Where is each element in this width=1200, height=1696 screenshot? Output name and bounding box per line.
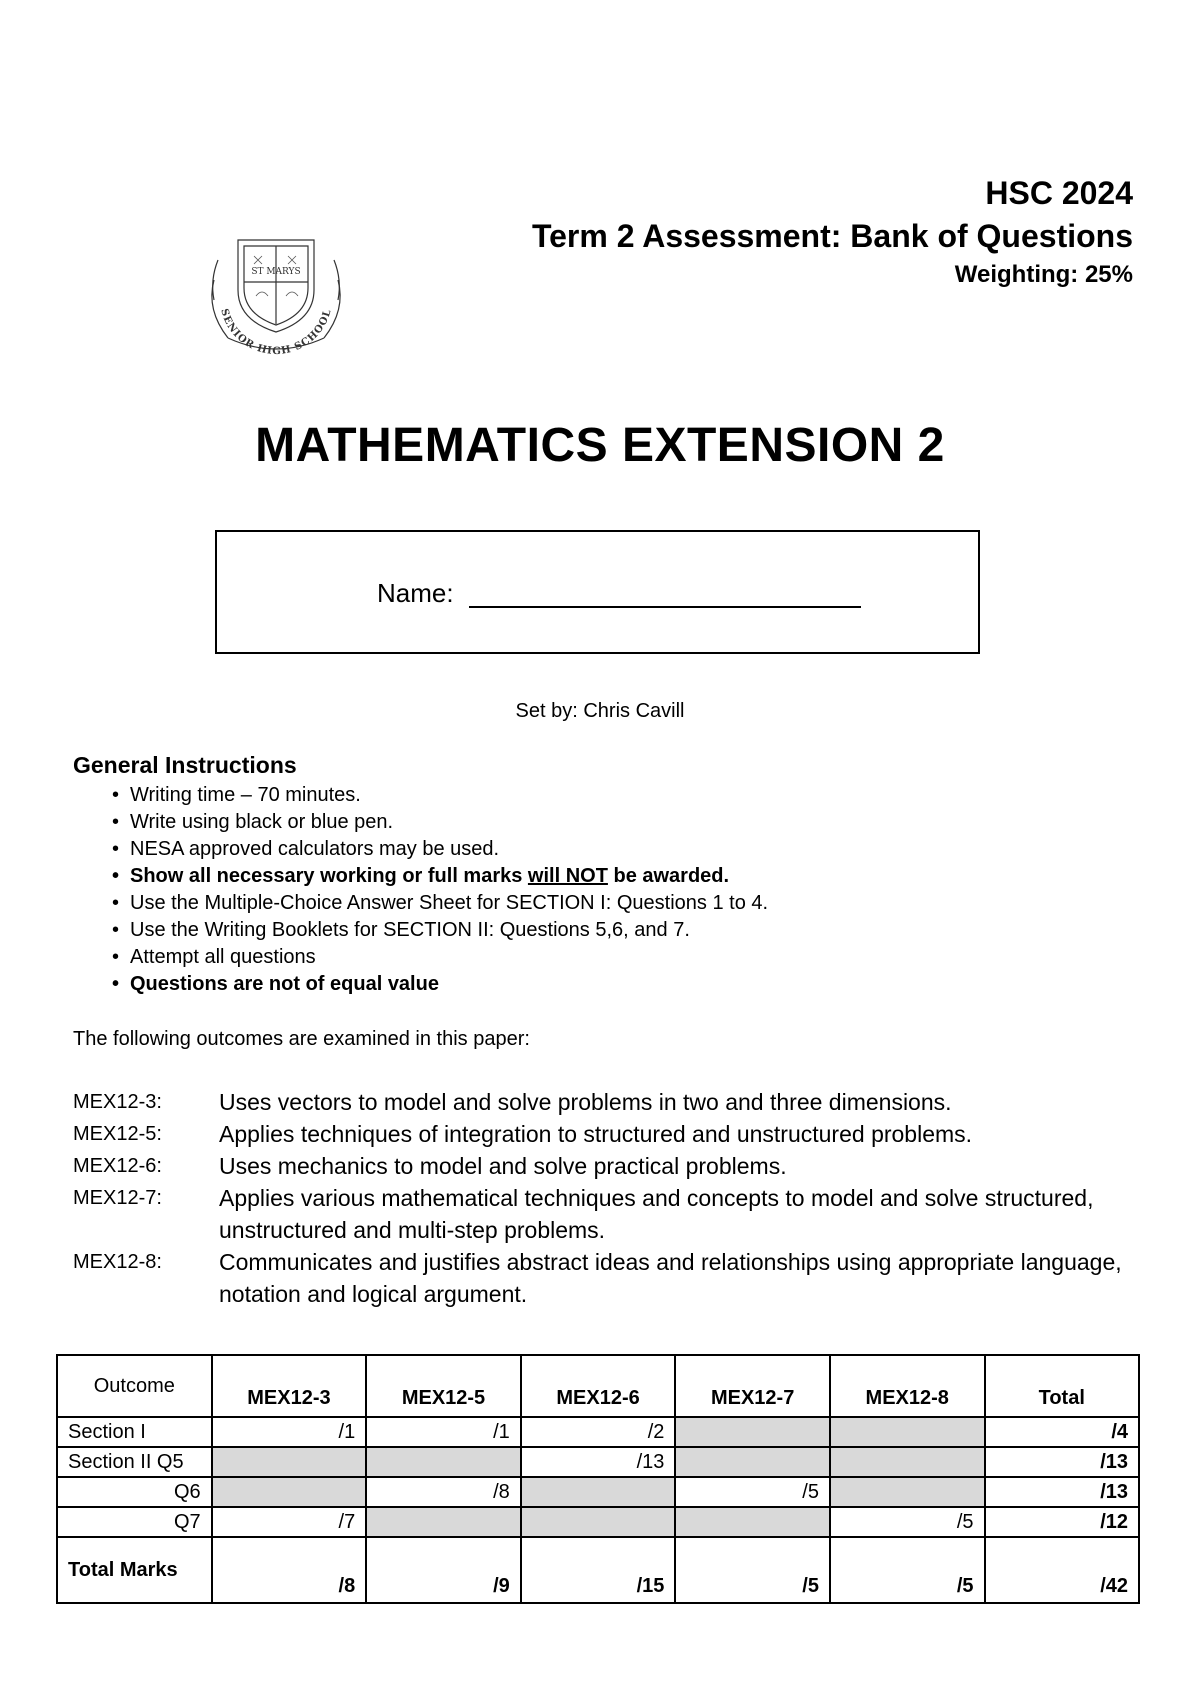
table-cell-shaded (830, 1417, 985, 1447)
table-cell: /8 (366, 1477, 521, 1507)
list-item: • Write using black or blue pen. (100, 809, 768, 836)
outcome-desc: Applies various mathematical techniques and concepts to model and solve structured, unstructured and multi-step problems. (219, 1185, 1094, 1243)
table-cell: /1 (366, 1417, 521, 1447)
table-row (57, 1507, 1139, 1537)
outcome-desc: Uses mechanics to model and solve practical problems. (219, 1153, 787, 1179)
column-header: MEX12-5 (366, 1355, 521, 1417)
table-cell: /5 (675, 1537, 830, 1603)
row-label: Section I (57, 1417, 212, 1447)
instruction-text: Show all necessary working or full marks (130, 865, 528, 887)
outcome-code: MEX12-5: (73, 1123, 162, 1145)
instruction-emphasis: will NOT (527, 865, 608, 887)
outcome-code: MEX12-7: (73, 1187, 162, 1209)
table-row (57, 1417, 1139, 1447)
exam-header (532, 172, 1133, 292)
crest-school-name: SENIOR HIGH SCHOOL (218, 307, 334, 358)
table-cell: /15 (521, 1537, 676, 1603)
column-header: MEX12-7 (675, 1355, 830, 1417)
column-header: MEX12-6 (521, 1355, 676, 1417)
table-cell-shaded (675, 1417, 830, 1447)
table-cell: /2 (521, 1417, 676, 1447)
table-cell-shaded (830, 1477, 985, 1507)
row-label: Q6 (57, 1477, 212, 1507)
column-header: Outcome (57, 1355, 212, 1417)
outcome-row (73, 1182, 1133, 1246)
row-label: Section II Q5 (57, 1447, 212, 1477)
table-cell: /7 (212, 1507, 367, 1537)
list-item: • Writing time – 70 minutes. (100, 782, 768, 809)
table-cell: /5 (830, 1507, 985, 1537)
outcome-code: MEX12-8: (73, 1251, 162, 1273)
table-cell-total: /12 (985, 1507, 1139, 1537)
crest-motto: ST MARYS (251, 267, 301, 277)
table-cell-shaded (521, 1507, 676, 1537)
marks-table (56, 1354, 1140, 1604)
instruction-text: be awarded. (607, 865, 730, 887)
weighting: Weighting: 25% (954, 261, 1133, 288)
table-cell: /1 (212, 1417, 367, 1447)
list-item: • Use the Writing Booklets for SECTION II: Questions 5,6, and 7. (100, 917, 768, 944)
outcome-desc: Applies techniques of integration to structured and unstructured problems. (219, 1121, 973, 1147)
outcome-row (73, 1118, 1133, 1150)
page-title: MATHEMATICS EXTENSION 2 (255, 419, 945, 472)
assessment-title: Term 2 Assessment: Bank of Questions (531, 218, 1133, 254)
name-box (215, 530, 980, 654)
table-cell-shaded (521, 1477, 676, 1507)
table-cell: /13 (521, 1447, 676, 1477)
table-totals-row (57, 1537, 1139, 1603)
list-item: • Use the Multiple-Choice Answer Sheet for SECTION I: Questions 1 to 4. (100, 890, 768, 917)
instructions-list (100, 782, 768, 998)
table-cell-shaded (830, 1447, 985, 1477)
outcome-row (73, 1086, 1133, 1118)
row-label: Total Marks (57, 1537, 212, 1603)
table-cell: /9 (366, 1537, 521, 1603)
outcome-desc: Uses vectors to model and solve problems in two and three dimensions. (219, 1089, 952, 1115)
table-cell-shaded (212, 1477, 367, 1507)
table-cell-total: /42 (985, 1537, 1139, 1603)
table-cell-shaded (675, 1507, 830, 1537)
outcomes-intro: The following outcomes are examined in this paper: (73, 1028, 530, 1050)
column-header: MEX12-8 (830, 1355, 985, 1417)
list-item: • NESA approved calculators may be used. (100, 836, 768, 863)
instructions-heading: General Instructions (73, 752, 297, 778)
table-cell-shaded (366, 1447, 521, 1477)
outcomes-list (73, 1086, 1133, 1310)
outcome-row (73, 1150, 1133, 1182)
table-cell: /5 (830, 1537, 985, 1603)
table-cell-total: /13 (985, 1447, 1139, 1477)
table-header-row (57, 1355, 1139, 1417)
column-header: Total (985, 1355, 1139, 1417)
school-crest-icon (198, 220, 354, 360)
table-cell-shaded (366, 1507, 521, 1537)
list-item (100, 863, 768, 890)
name-field[interactable] (469, 606, 861, 608)
outcome-desc: Communicates and justifies abstract ideas and relationships using appropriate language, notation and logical argument. (219, 1249, 1122, 1307)
table-row (57, 1477, 1139, 1507)
set-by: Set by: Chris Cavill (515, 700, 685, 722)
table-cell-shaded (675, 1447, 830, 1477)
row-label: Q7 (57, 1507, 212, 1537)
list-item: • Attempt all questions (100, 944, 768, 971)
name-label: Name: (377, 578, 454, 608)
outcome-code: MEX12-6: (73, 1155, 162, 1177)
outcome-row (73, 1246, 1133, 1310)
column-header: MEX12-3 (212, 1355, 367, 1417)
table-cell: /8 (212, 1537, 367, 1603)
table-cell-total: /4 (985, 1417, 1139, 1447)
table-cell: /5 (675, 1477, 830, 1507)
table-cell-shaded (212, 1447, 367, 1477)
list-item: • Questions are not of equal value (100, 971, 768, 998)
table-cell-total: /13 (985, 1477, 1139, 1507)
exam-year: HSC 2024 (985, 175, 1133, 211)
table-row (57, 1447, 1139, 1477)
outcome-code: MEX12-3: (73, 1091, 162, 1113)
